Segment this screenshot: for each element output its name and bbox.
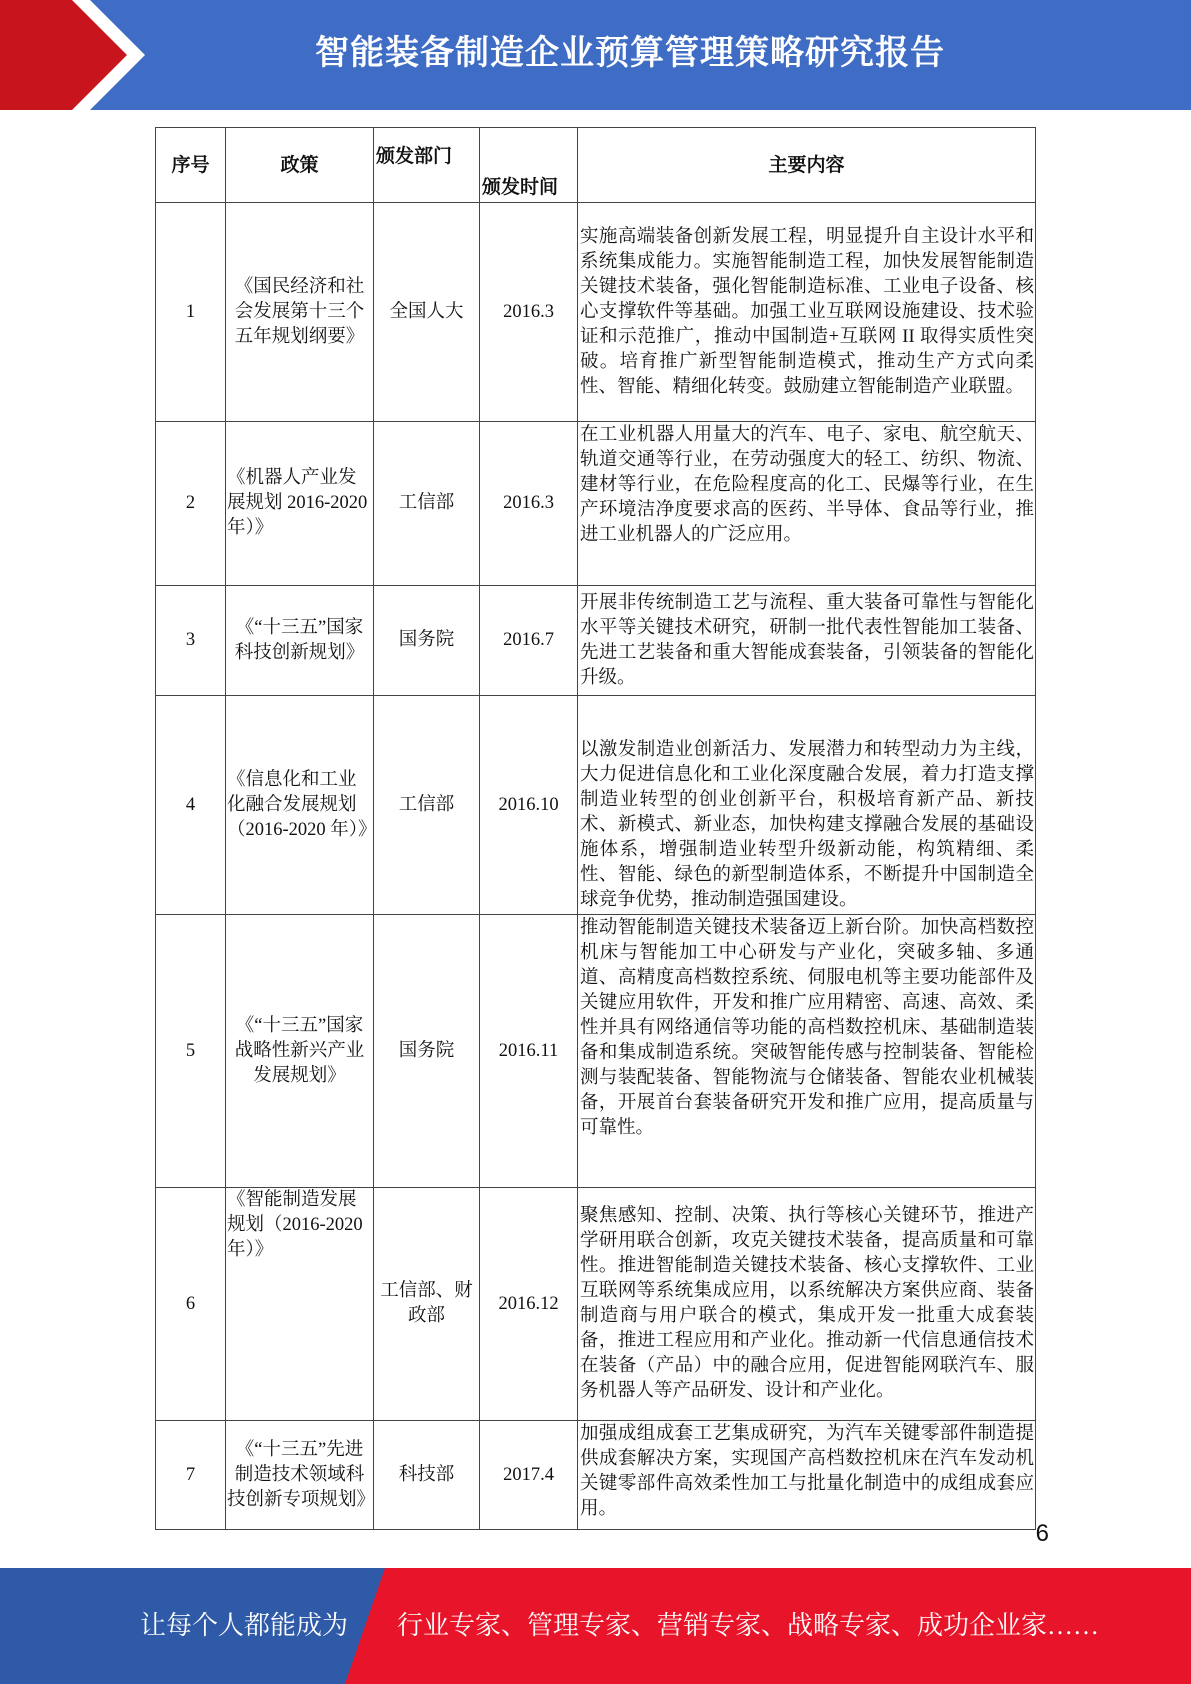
row-content: 实施高端装备创新发展工程，明显提升自主设计水平和系统集成能力。实施智能制造工程，加快发展智能制造关键技术装备，强化智能制造标准、工业电子设备、核心支撑软件等基础。加强工业互联网设施建设、技术验证和示范推广，推动中国制造+互联网 II 取得实质性突破。培育推广新型智能制造模式，推动生产方式向柔性、智能、精细化转变。鼓励建立智能制造产业联盟。 xyxy=(578,203,1036,422)
row-time: 2016.12 xyxy=(480,1188,578,1421)
row-department: 国务院 xyxy=(374,915,480,1188)
row-time: 2016.3 xyxy=(480,203,578,422)
header-policy: 政策 xyxy=(226,128,374,203)
row-time: 2016.7 xyxy=(480,586,578,696)
page-header xyxy=(0,0,1191,110)
report-title: 智能装备制造企业预算管理策略研究报告 xyxy=(315,33,945,73)
row-policy: 《智能制造发展规划（2016-2020 年）》 xyxy=(226,1188,374,1421)
table-row xyxy=(156,422,1036,586)
row-seq: 3 xyxy=(156,586,226,696)
row-department: 国务院 xyxy=(374,586,480,696)
row-seq: 1 xyxy=(156,203,226,422)
row-time: 2017.4 xyxy=(480,1421,578,1530)
row-policy: 《“十三五”国家科技创新规划》 xyxy=(226,586,374,696)
row-time: 2016.3 xyxy=(480,422,578,586)
header-time: 颁发时间 xyxy=(480,128,578,203)
row-content: 以激发制造业创新活力、发展潜力和转型动力为主线，大力促进信息化和工业化深度融合发展，着力打造支撑制造业转型的创业创新平台，积极培育新产品、新技术、新模式、新业态，加快构建支撑融合发展的基础设施体系，增强制造业转型升级新动能，构筑精细、柔性、智能、绿色的新型制造体系，不断提升中国制造全球竞争优势，推动制造强国建设。 xyxy=(578,696,1036,915)
header-arrow-decoration xyxy=(0,0,150,110)
row-time: 2016.11 xyxy=(480,915,578,1188)
row-policy: 《信息化和工业化融合发展规划（2016-2020 年）》 xyxy=(226,696,374,915)
row-content: 推动智能制造关键技术装备迈上新台阶。加快高档数控机床与智能加工中心研发与产业化，突破多轴、多通道、高精度高档数控系统、伺服电机等主要功能部件及关键应用软件，开发和推广应用精密、高速、高效、柔性并具有网络通信等功能的高档数控机床、基础制造装备和集成制造系统。突破智能传感与控制装备、智能检测与装配装备、智能物流与仓储装备、智能农业机械装备，开展首台套装备研究开发和推广应用，提高质量与可靠性。 xyxy=(578,915,1036,1188)
row-department: 工信部 xyxy=(374,422,480,586)
row-content: 开展非传统制造工艺与流程、重大装备可靠性与智能化水平等关键技术研究，研制一批代表性智能加工装备、先进工艺装备和重大智能成套装备，引领装备的智能化升级。 xyxy=(578,586,1036,696)
table-header-row xyxy=(156,128,1036,203)
row-seq: 5 xyxy=(156,915,226,1188)
row-department: 全国人大 xyxy=(374,203,480,422)
row-policy: 《国民经济和社会发展第十三个五年规划纲要》 xyxy=(226,203,374,422)
row-seq: 2 xyxy=(156,422,226,586)
footer-slogan-left: 让每个人都能成为 xyxy=(140,1611,349,1640)
row-department: 工信部 xyxy=(374,696,480,915)
table-row xyxy=(156,1188,1036,1421)
table-row xyxy=(156,586,1036,696)
page-number: 6 xyxy=(1035,1520,1049,1547)
header-department: 颁发部门 xyxy=(374,128,480,203)
policy-table xyxy=(155,127,1036,1530)
row-department: 工信部、财政部 xyxy=(374,1188,480,1421)
footer-slogan-right: 行业专家、管理专家、营销专家、战略专家、成功企业家…… xyxy=(397,1611,1100,1640)
header-content: 主要内容 xyxy=(578,128,1036,203)
table-row xyxy=(156,696,1036,915)
row-seq: 4 xyxy=(156,696,226,915)
table-row xyxy=(156,203,1036,422)
row-seq: 6 xyxy=(156,1188,226,1421)
row-policy: 《“十三五”先进制造技术领域科技创新专项规划》 xyxy=(226,1421,374,1530)
row-content: 加强成组成套工艺集成研究，为汽车关键零部件制造提供成套解决方案，实现国产高档数控机床在汽车发动机关键零部件高效柔性加工与批量化制造中的成组成套应用。 xyxy=(578,1421,1036,1530)
page-footer xyxy=(0,1568,1191,1684)
table-row xyxy=(156,1421,1036,1530)
row-department: 科技部 xyxy=(374,1421,480,1530)
row-seq: 7 xyxy=(156,1421,226,1530)
row-policy: 《“十三五”国家战略性新兴产业发展规划》 xyxy=(226,915,374,1188)
row-content: 聚焦感知、控制、决策、执行等核心关键环节，推进产学研用联合创新，攻克关键技术装备，提高质量和可靠性。推进智能制造关键技术装备、核心支撑软件、工业互联网等系统集成应用，以系统解决方案供应商、装备制造商与用户联合的模式，集成开发一批重大成套装备，推进工程应用和产业化。推动新一代信息通信技术在装备（产品）中的融合应用，促进智能网联汽车、服务机器人等产品研发、设计和产业化。 xyxy=(578,1188,1036,1421)
row-policy: 《机器人产业发展规划 2016-2020 年）》 xyxy=(226,422,374,586)
row-content: 在工业机器人用量大的汽车、电子、家电、航空航天、轨道交通等行业，在劳动强度大的轻工、纺织、物流、建材等行业，在危险程度高的化工、民爆等行业，在生产环境洁净度要求高的医药、半导体、食品等行业，推进工业机器人的广泛应用。 xyxy=(578,422,1036,586)
row-time: 2016.10 xyxy=(480,696,578,915)
table-row xyxy=(156,915,1036,1188)
header-seq: 序号 xyxy=(156,128,226,203)
